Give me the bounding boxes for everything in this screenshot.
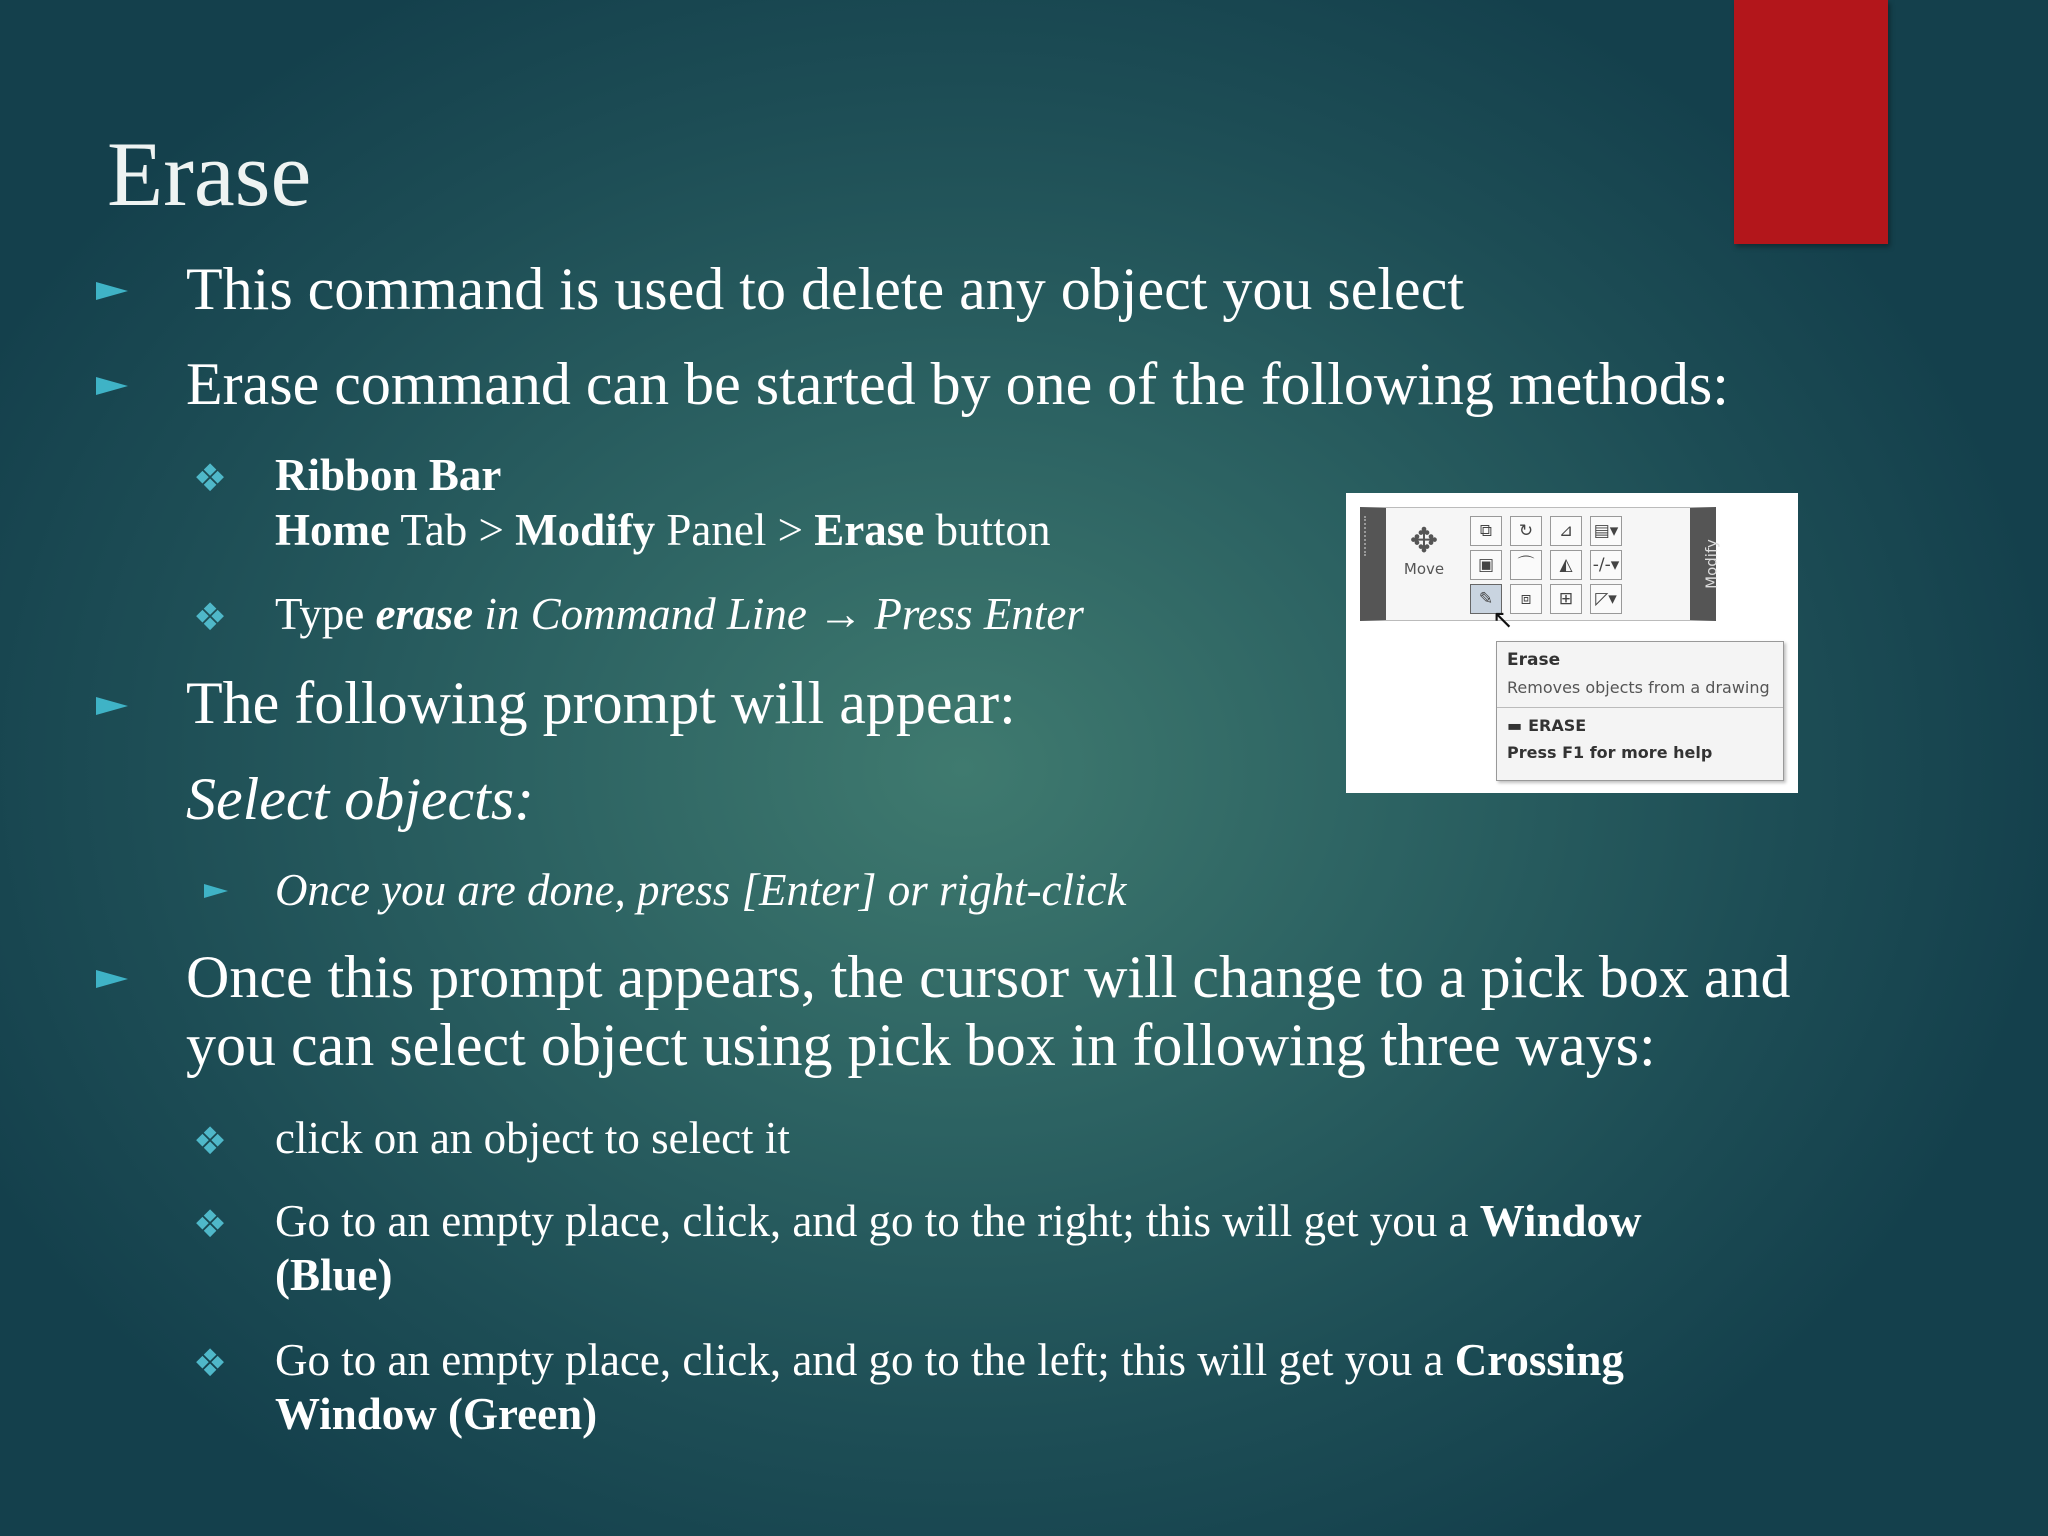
move-tool bbox=[1394, 522, 1454, 578]
array-dropdown-icon: ▤▾ bbox=[1590, 516, 1622, 546]
way-2: Go to an empty place, click, and go to the right; this will get you a Window bbox=[275, 1196, 1642, 1246]
move-label: Move bbox=[1403, 560, 1445, 578]
ribbon-screenshot bbox=[1346, 493, 1798, 793]
diamond-bullet-icon: ❖ bbox=[193, 595, 228, 639]
command-line-icon: ▬ bbox=[1507, 716, 1523, 735]
explode-icon: ⧈ bbox=[1510, 584, 1542, 614]
trim-icon: ⊿ bbox=[1550, 516, 1582, 546]
panel-grip-icon bbox=[1364, 516, 1370, 556]
mouse-cursor-icon: ↖ bbox=[1492, 605, 1514, 635]
arrow-bullet-icon bbox=[96, 282, 128, 300]
way-2-cont: (Blue) bbox=[275, 1250, 393, 1300]
way-3: Go to an empty place, click, and go to the left; this will get you a Crossing bbox=[275, 1335, 1624, 1385]
diamond-bullet-icon: ❖ bbox=[193, 1341, 228, 1385]
erase-tool-icon: ✎ bbox=[1470, 584, 1502, 614]
diamond-bullet-icon: ❖ bbox=[193, 1119, 228, 1163]
red-accent-tab bbox=[1734, 0, 1888, 244]
ribbon-path: Home Tab > Modify Panel > Erase button bbox=[275, 505, 1051, 555]
arrow-bullet-icon bbox=[96, 697, 128, 715]
bullet-4-line-1: Once this prompt appears, the cursor will change to a pick box and bbox=[186, 944, 1791, 1010]
slide-title: Erase bbox=[107, 123, 312, 225]
arrow-bullet-icon bbox=[204, 884, 228, 898]
way-1: click on an object to select it bbox=[275, 1113, 790, 1163]
mirror-icon: ◭ bbox=[1550, 550, 1582, 580]
tooltip-description: Removes objects from a drawing bbox=[1507, 678, 1770, 697]
prompt-note: Once you are done, press [Enter] or right-click bbox=[275, 865, 1127, 915]
rotate-icon: ↻ bbox=[1510, 516, 1542, 546]
bullet-4-line-2: you can select object using pick box in following three ways: bbox=[186, 1012, 1656, 1078]
copy-icon: ⧉ bbox=[1470, 516, 1502, 546]
modify-panel bbox=[1360, 507, 1721, 621]
stretch-icon: ▣ bbox=[1470, 550, 1502, 580]
offset-icon: ⌒ bbox=[1510, 550, 1542, 580]
tooltip-command: ▬ ERASE bbox=[1507, 716, 1587, 735]
fillet-dropdown-icon: ◸▾ bbox=[1590, 584, 1622, 614]
arrow-bullet-icon bbox=[96, 970, 128, 988]
bullet-3: The following prompt will appear: bbox=[186, 670, 1016, 736]
erase-tooltip bbox=[1496, 641, 1784, 781]
diamond-bullet-icon: ❖ bbox=[193, 1202, 228, 1246]
tool-grid bbox=[1470, 516, 1636, 618]
arrow-bullet-icon bbox=[96, 377, 128, 395]
break-dropdown-icon: -/-▾ bbox=[1590, 550, 1622, 580]
way-3-cont: Window (Green) bbox=[275, 1389, 598, 1439]
ribbon-bar-heading: Ribbon Bar bbox=[275, 450, 502, 500]
diamond-bullet-icon: ❖ bbox=[193, 456, 228, 500]
panel-label: Modify bbox=[1703, 539, 1721, 589]
prompt-text: Select objects: bbox=[186, 766, 535, 832]
bullet-2: Erase command can be started by one of the following methods: bbox=[186, 351, 1729, 417]
tooltip-help: Press F1 for more help bbox=[1507, 743, 1713, 762]
bullet-1: This command is used to delete any object you select bbox=[186, 256, 1464, 322]
move-icon: ✥ bbox=[1409, 521, 1439, 561]
tooltip-title: Erase bbox=[1507, 650, 1561, 670]
grid-array-icon: ⊞ bbox=[1550, 584, 1582, 614]
type-erase-line: Type erase in Command Line → Press Enter bbox=[275, 589, 1084, 639]
